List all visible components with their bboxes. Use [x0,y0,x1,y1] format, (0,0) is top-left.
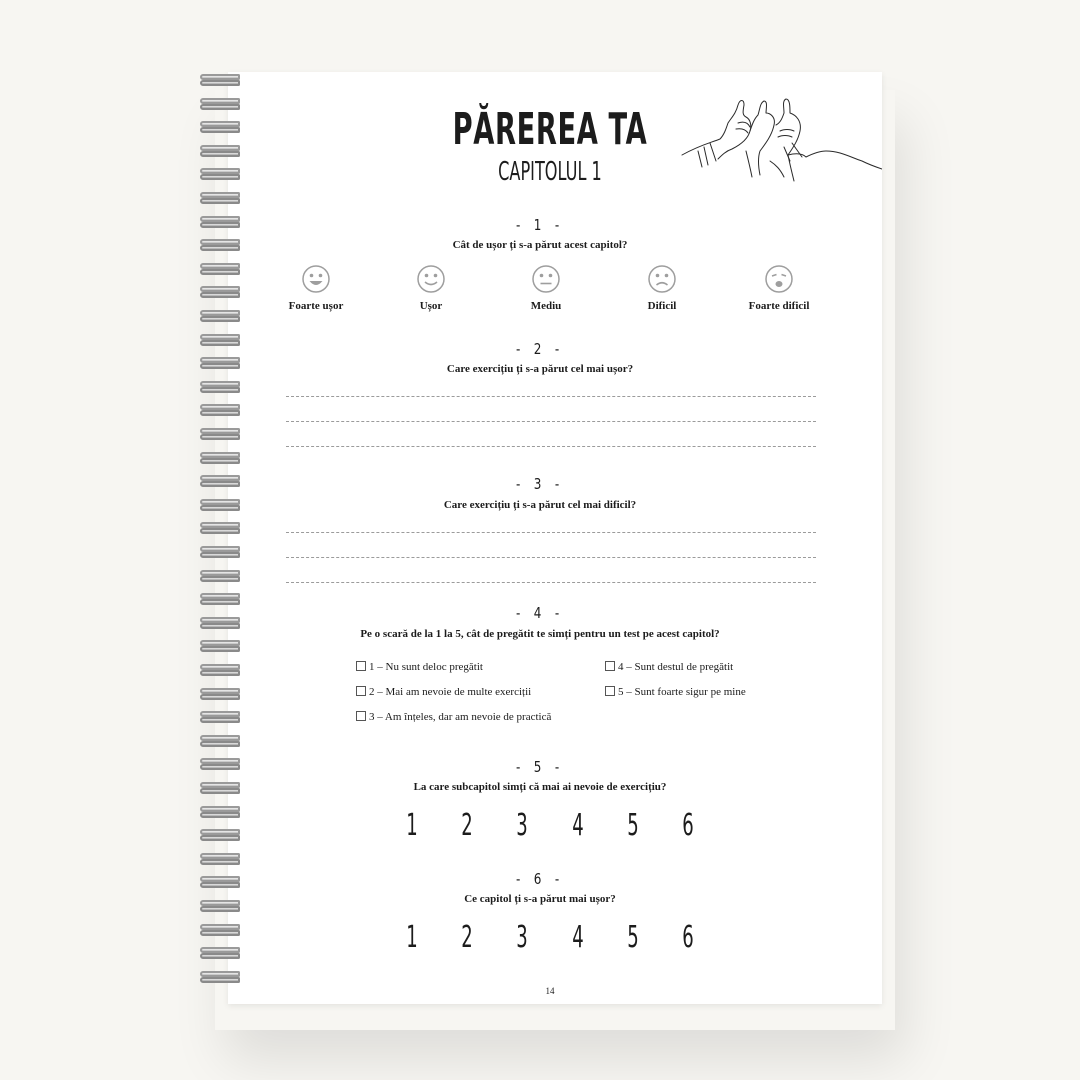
answer-line[interactable] [286,421,816,422]
spiral-ring [196,522,242,536]
mood-label: Foarte dificil [748,300,810,312]
mood-option-very-easy[interactable] [261,264,371,312]
sad-face-icon [647,264,677,294]
q4-text: Pe o scară de la 1 la 5, cât de pregătit te simți pentru un test pe acest capitol? [360,628,720,640]
q5-text: La care subcapitol simți că mai ai nevoie de exercițiu? [413,781,667,793]
choice-number[interactable]: 5 [627,808,639,843]
mood-label: Foarte ușor [288,300,344,312]
spiral-ring [196,428,242,442]
spiral-ring [196,98,242,112]
choice-number[interactable]: 4 [571,920,584,955]
checkbox[interactable] [356,686,366,696]
mood-label: Dificil [647,300,677,312]
q5-number: - 5 - [516,758,564,776]
answer-line[interactable] [286,582,816,583]
spiral-ring [196,546,242,560]
choice-number[interactable]: 4 [571,808,584,843]
q4-number: - 4 - [516,604,564,622]
mood-option-medium[interactable] [491,264,601,312]
spiral-ring [196,664,242,678]
checkbox[interactable] [356,661,366,671]
spiral-ring [196,74,242,88]
readiness-option-1[interactable] [356,661,483,673]
readiness-option-4[interactable] [605,661,733,673]
q1-text: Cât de ușor ți s-a părut acest capitol? [452,239,628,251]
q2-number: - 2 - [516,340,564,358]
q6-number: - 6 - [516,870,564,888]
page-subtitle: CAPITOLUL 1 [498,157,602,187]
spiral-ring [196,310,242,324]
spiral-ring [196,570,242,584]
page-title: PĂREREA TA [452,104,648,155]
page-number: 14 [545,986,555,996]
q2-text: Care exercițiu ți s-a părut cel mai ușor? [446,363,634,375]
q3-text: Care exercițiu ți s-a părut cel mai dificil? [443,499,637,511]
mood-option-difficult[interactable] [607,264,717,312]
spiral-ring [196,971,242,985]
spiral-binding [196,72,248,1004]
crying-face-icon [764,264,794,294]
spiral-ring [196,263,242,277]
mood-option-very-difficult[interactable] [724,264,834,312]
spiral-ring [196,947,242,961]
choice-number[interactable]: 2 [461,808,473,843]
option-label: 5 – Sunt foarte sigur pe mine [618,686,746,698]
option-label: 1 – Nu sunt deloc pregătit [369,661,483,673]
neutral-face-icon [531,264,561,294]
option-label: 4 – Sunt destul de pregătit [618,661,734,673]
readiness-option-5[interactable] [605,686,746,698]
choice-number[interactable]: 5 [627,920,639,955]
spiral-ring [196,924,242,938]
choice-number[interactable]: 3 [516,808,529,843]
checkbox[interactable] [356,711,366,721]
notebook-page [228,72,882,1004]
spiral-ring [196,735,242,749]
spiral-ring [196,381,242,395]
smile-face-icon [416,264,446,294]
spiral-ring [196,688,242,702]
choice-number[interactable]: 2 [461,920,473,955]
spiral-ring [196,121,242,135]
q6-text: Ce capitol ți s-a părut mai ușor? [464,893,616,905]
mood-label: Mediu [530,300,562,312]
q6-choices [400,920,700,955]
answer-line[interactable] [286,396,816,397]
spiral-ring [196,853,242,867]
mood-option-easy[interactable] [376,264,486,312]
answer-line[interactable] [286,532,816,533]
checkbox[interactable] [605,661,615,671]
readiness-option-2[interactable] [356,686,531,698]
choice-number[interactable]: 3 [516,920,529,955]
spiral-ring [196,192,242,206]
choice-number[interactable]: 6 [682,808,694,843]
option-label: 3 – Am înțeles, dar am nevoie de practică [369,711,552,723]
q1-number: - 1 - [516,216,564,234]
answer-line[interactable] [286,446,816,447]
answer-line[interactable] [286,557,816,558]
readiness-option-3[interactable] [356,711,551,723]
mood-label: Ușor [419,300,443,312]
q3-number: - 3 - [516,475,564,493]
spiral-ring [196,145,242,159]
choice-number[interactable]: 1 [406,808,418,843]
spiral-ring [196,806,242,820]
spiral-ring [196,640,242,654]
spiral-ring [196,168,242,182]
choice-number[interactable]: 1 [406,920,418,955]
q5-choices [400,808,700,843]
laughing-face-icon [301,264,331,294]
spiral-ring [196,829,242,843]
spiral-ring [196,404,242,418]
spiral-ring [196,711,242,725]
spiral-ring [196,452,242,466]
thumbs-up-illustration [680,95,882,187]
choice-number[interactable]: 6 [682,920,694,955]
option-label: 2 – Mai am nevoie de multe exerciții [369,686,532,698]
spiral-ring [196,286,242,300]
checkbox[interactable] [605,686,615,696]
